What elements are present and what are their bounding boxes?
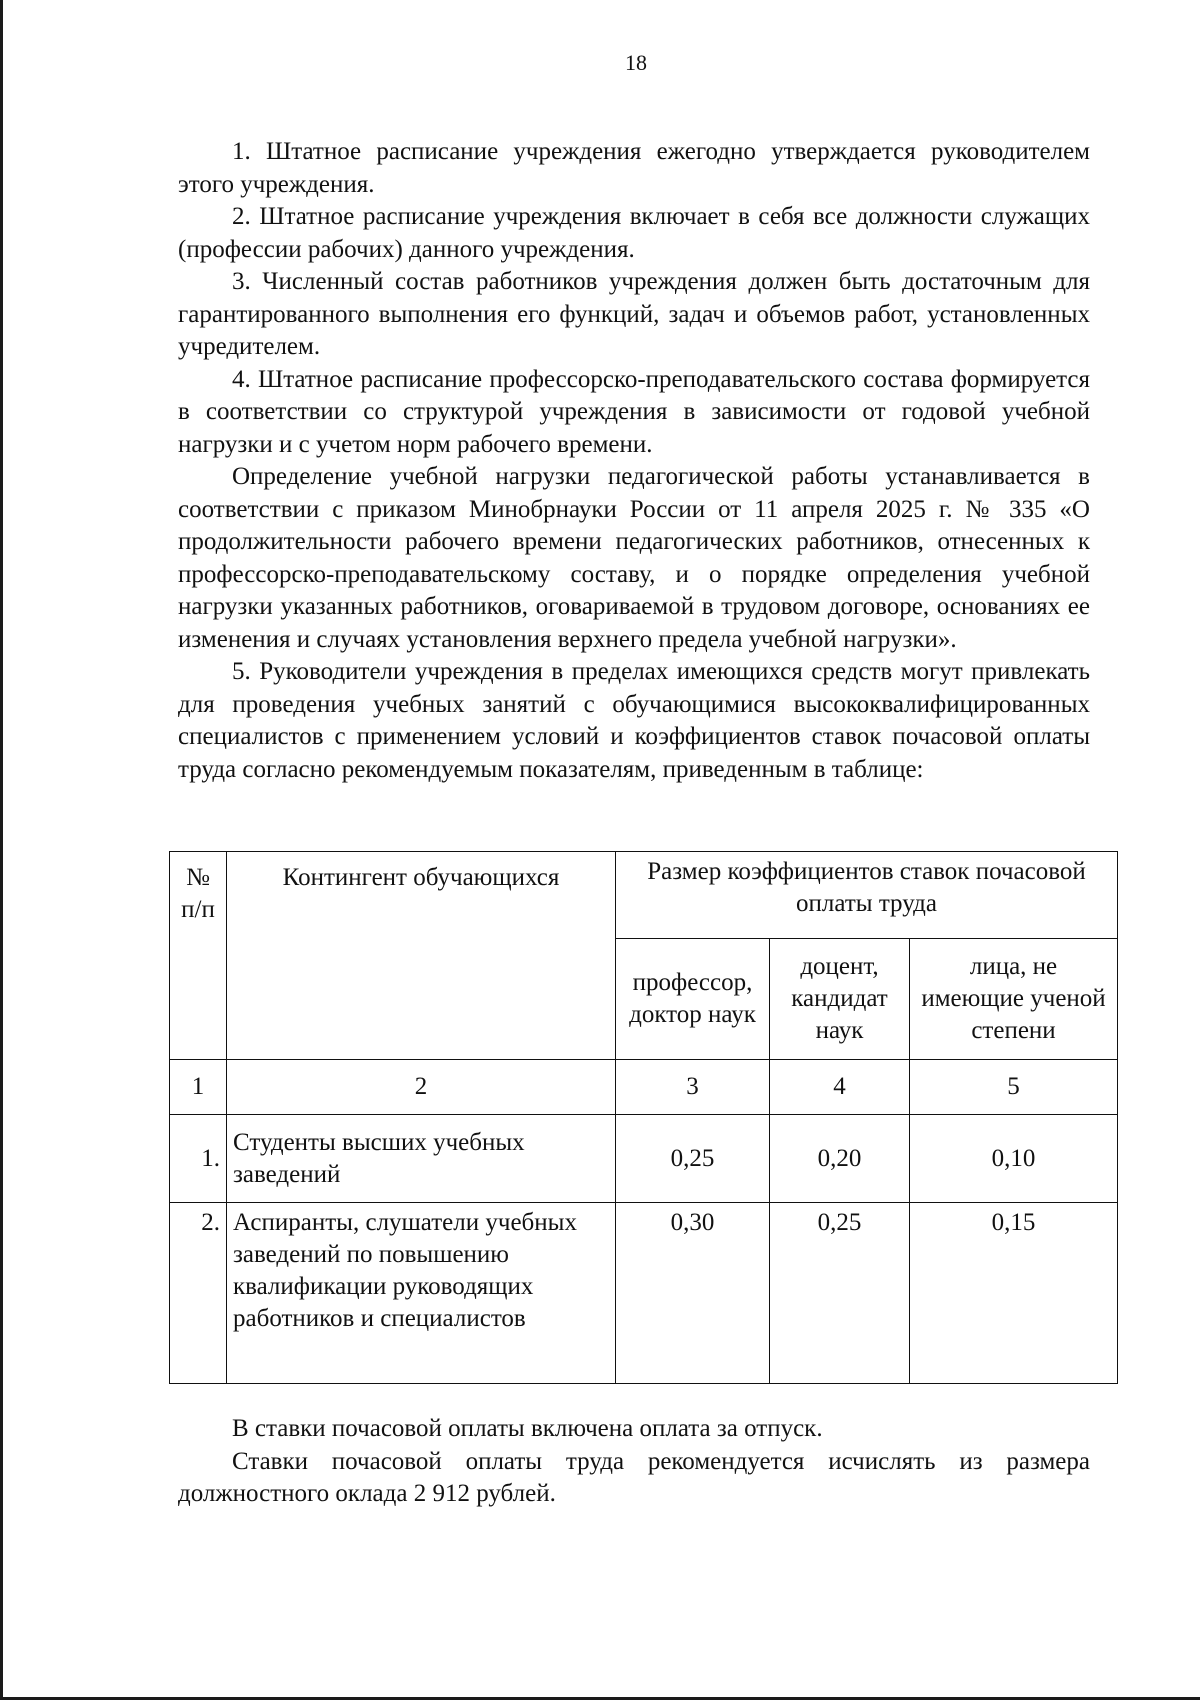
paragraph-2: 2. Штатное расписание учреждения включает в себя все должности служащих (профессии рабочих) данного учреждения. — [178, 203, 1090, 263]
paragraph-4: 4. Штатное расписание профессорско-преподавательского состава формируется в соответствии со структурой учреждения в зависимости от годовой учебной нагрузки и с учетом норм рабочего времени. — [178, 365, 1090, 458]
paragraph-3: 3. Численный состав работников учреждения должен быть достаточным для гарантированного выполнения его функций, задач и объемов работ, установленных учредителем. — [178, 268, 1090, 360]
header-no-degree: лица, не имеющие ученой степени — [910, 939, 1118, 1060]
row-contingent: Аспиранты, слушатели учебных заведений по повышению квалификации руководящих работников и специалистов — [227, 1203, 616, 1384]
column-number: 3 — [616, 1060, 770, 1115]
row-contingent: Студенты высших учебных заведений — [227, 1115, 616, 1203]
paragraph-4-definition: Определение учебной нагрузки педагогической работы устанавливается в соответствии с приказом Минобрнауки России от 11 апреля 2025 г. № 335 «О продолжительности рабочего времени педагогических работников, отнесенных к профессорско-преподавательскому составу, и о порядке определения учебной нагрузки указанных работников, оговариваемой в трудовом договоре, основаниях ее изменения и случаях установления верхнего предела учебной нагрузки». — [178, 463, 1090, 653]
column-number: 2 — [227, 1060, 616, 1115]
row-number: 1. — [170, 1115, 227, 1203]
scan-edge-left — [0, 0, 3, 1700]
header-professor: профессор, доктор наук — [616, 939, 770, 1060]
row-no-degree-rate: 0,15 — [910, 1203, 1118, 1384]
rates-table — [169, 851, 1118, 1384]
paragraph-vacation: В ставки почасовой оплаты включена оплата за отпуск. — [232, 1415, 823, 1442]
column-number: 5 — [910, 1060, 1118, 1115]
row-docent-rate: 0,25 — [770, 1203, 910, 1384]
row-number: 2. — [170, 1203, 227, 1384]
paragraph-1: 1. Штатное расписание учреждения ежегодно утверждается руководителем этого учреждения. — [178, 138, 1090, 198]
row-professor-rate: 0,25 — [616, 1115, 770, 1203]
row-professor-rate: 0,30 — [616, 1203, 770, 1384]
page-number: 18 — [625, 50, 647, 75]
header-docent: доцент, кандидат наук — [770, 939, 910, 1060]
table-header-row — [170, 852, 1118, 939]
outro-text — [178, 1413, 1090, 1511]
table-row — [170, 1115, 1118, 1203]
header-contingent: Контингент обучающихся — [227, 852, 616, 1060]
column-number: 1 — [170, 1060, 227, 1115]
row-docent-rate: 0,20 — [770, 1115, 910, 1203]
paragraph-base-salary: Ставки почасовой оплаты труда рекомендуется исчислять из размера должностного оклада 2 912 рублей. — [178, 1447, 1090, 1507]
intro-text — [178, 136, 1090, 786]
header-number: № п/п — [170, 852, 227, 1060]
table-row — [170, 1203, 1118, 1384]
column-number: 4 — [770, 1060, 910, 1115]
header-rate-group: Размер коэффициентов ставок почасовой оплаты труда — [616, 852, 1118, 939]
paragraph-5: 5. Руководители учреждения в пределах имеющихся средств могут привлекать для проведения учебных занятий с обучающимися высококвалифицированных специалистов с применением условий и коэффициентов ставок почасовой оплаты труда согласно рекомендуемым показателям, приведенным в таблице: — [178, 658, 1090, 783]
column-numbers-row — [170, 1060, 1118, 1115]
row-no-degree-rate: 0,10 — [910, 1115, 1118, 1203]
